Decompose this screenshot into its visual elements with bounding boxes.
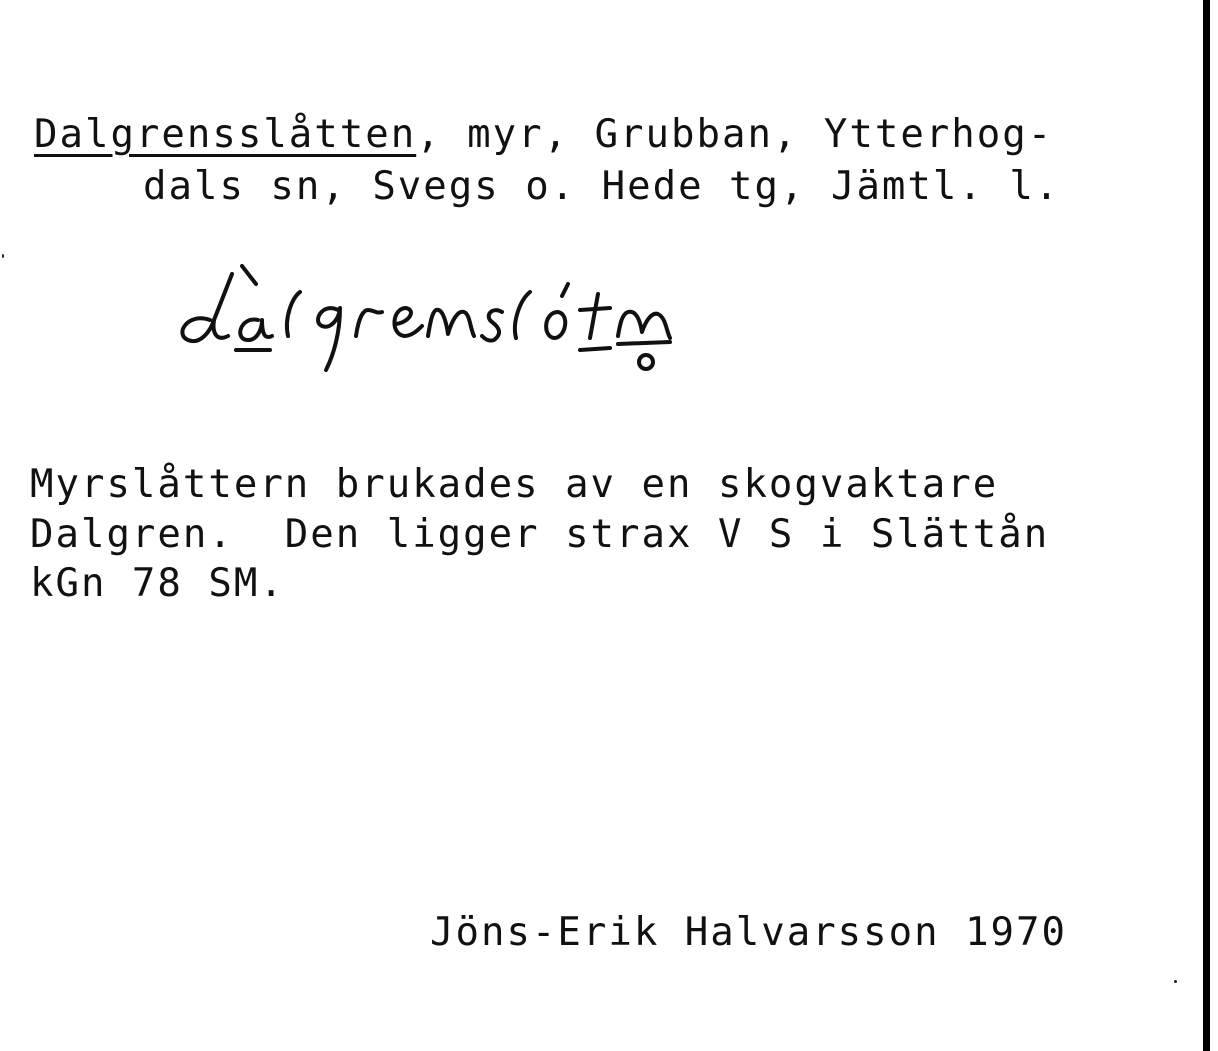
signature: Jöns-Erik Halvarsson 1970: [430, 910, 1067, 955]
scan-speck: [1174, 980, 1177, 983]
card-edge: [1203, 0, 1210, 1051]
body-line: kGn 78 SM.: [30, 561, 285, 606]
heading-line-1-rest: , myr, Grubban, Ytterhog-: [416, 112, 1054, 157]
body-line: Dalgren. Den ligger strax V S i Slättån: [30, 512, 1050, 557]
body-line: Myrslåttern brukades av en skogvaktare: [30, 462, 999, 507]
heading-line-1: [34, 112, 1054, 157]
handwritten-pronunciation: [170, 262, 710, 382]
scan-speck: [2, 254, 4, 258]
heading-line-2: dals sn, Svegs o. Hede tg, Jämtl. l.: [143, 164, 1061, 209]
headword: Dalgrensslåtten: [34, 112, 417, 157]
